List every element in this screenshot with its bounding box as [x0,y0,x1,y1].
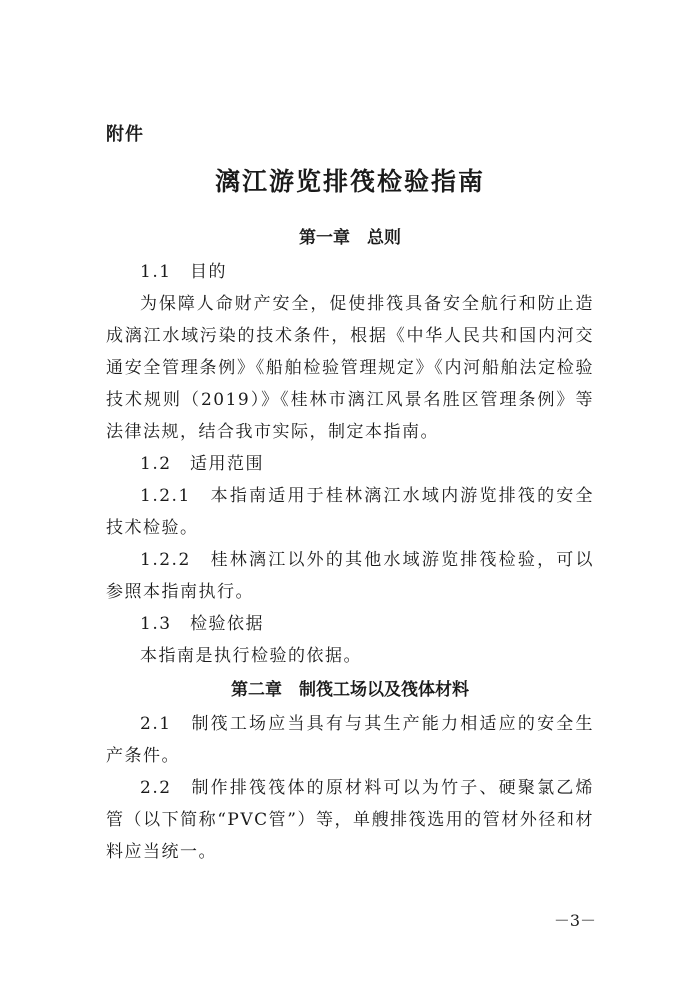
section-1-1-text: 为保障人命财产安全，促使排筏具备安全航行和防止造成漓江水域污染的技术条件，根据《中华人民共和国内河交通安全管理条例》《船舶检验管理规定》《内河船舶法定检验技术规则（2019）》《桂林市漓江风景名胜区管理条例》等法律法规，结合我市实际，制定本指南。 [106,294,594,442]
attachment-label: 附件 [106,124,144,145]
page-number: －3－ [553,911,596,930]
chapter-1-heading: 第一章 总则 [299,228,401,248]
section-2-1-text: 2.1 制筏工场应当具有与其生产能力相适应的安全生产条件。 [106,714,594,766]
section-1-3-heading: 1.3 检验依据 [140,614,265,634]
section-1-1-heading: 1.1 目的 [140,262,228,282]
section-1-2-1-text: 1.2.1 本指南适用于桂林漓江水域内游览排筏的安全技术检验。 [106,486,594,538]
document-title: 漓江游览排筏检验指南 [214,167,485,196]
section-2-2-text: 2.2 制作排筏筏体的原材料可以为竹子、硬聚氯乙烯管（以下简称“PVC管”）等，单艘排筏选用的管材外径和材料应当统一。 [106,778,594,862]
section-1-2-2-text: 1.2.2 桂林漓江以外的其他水域游览排筏检验，可以参照本指南执行。 [106,550,594,602]
section-1-3-text: 本指南是执行检验的依据。 [140,646,362,666]
section-1-2-heading: 1.2 适用范围 [140,454,265,474]
chapter-2-heading: 第二章 制筏工场以及筏体材料 [231,680,469,700]
